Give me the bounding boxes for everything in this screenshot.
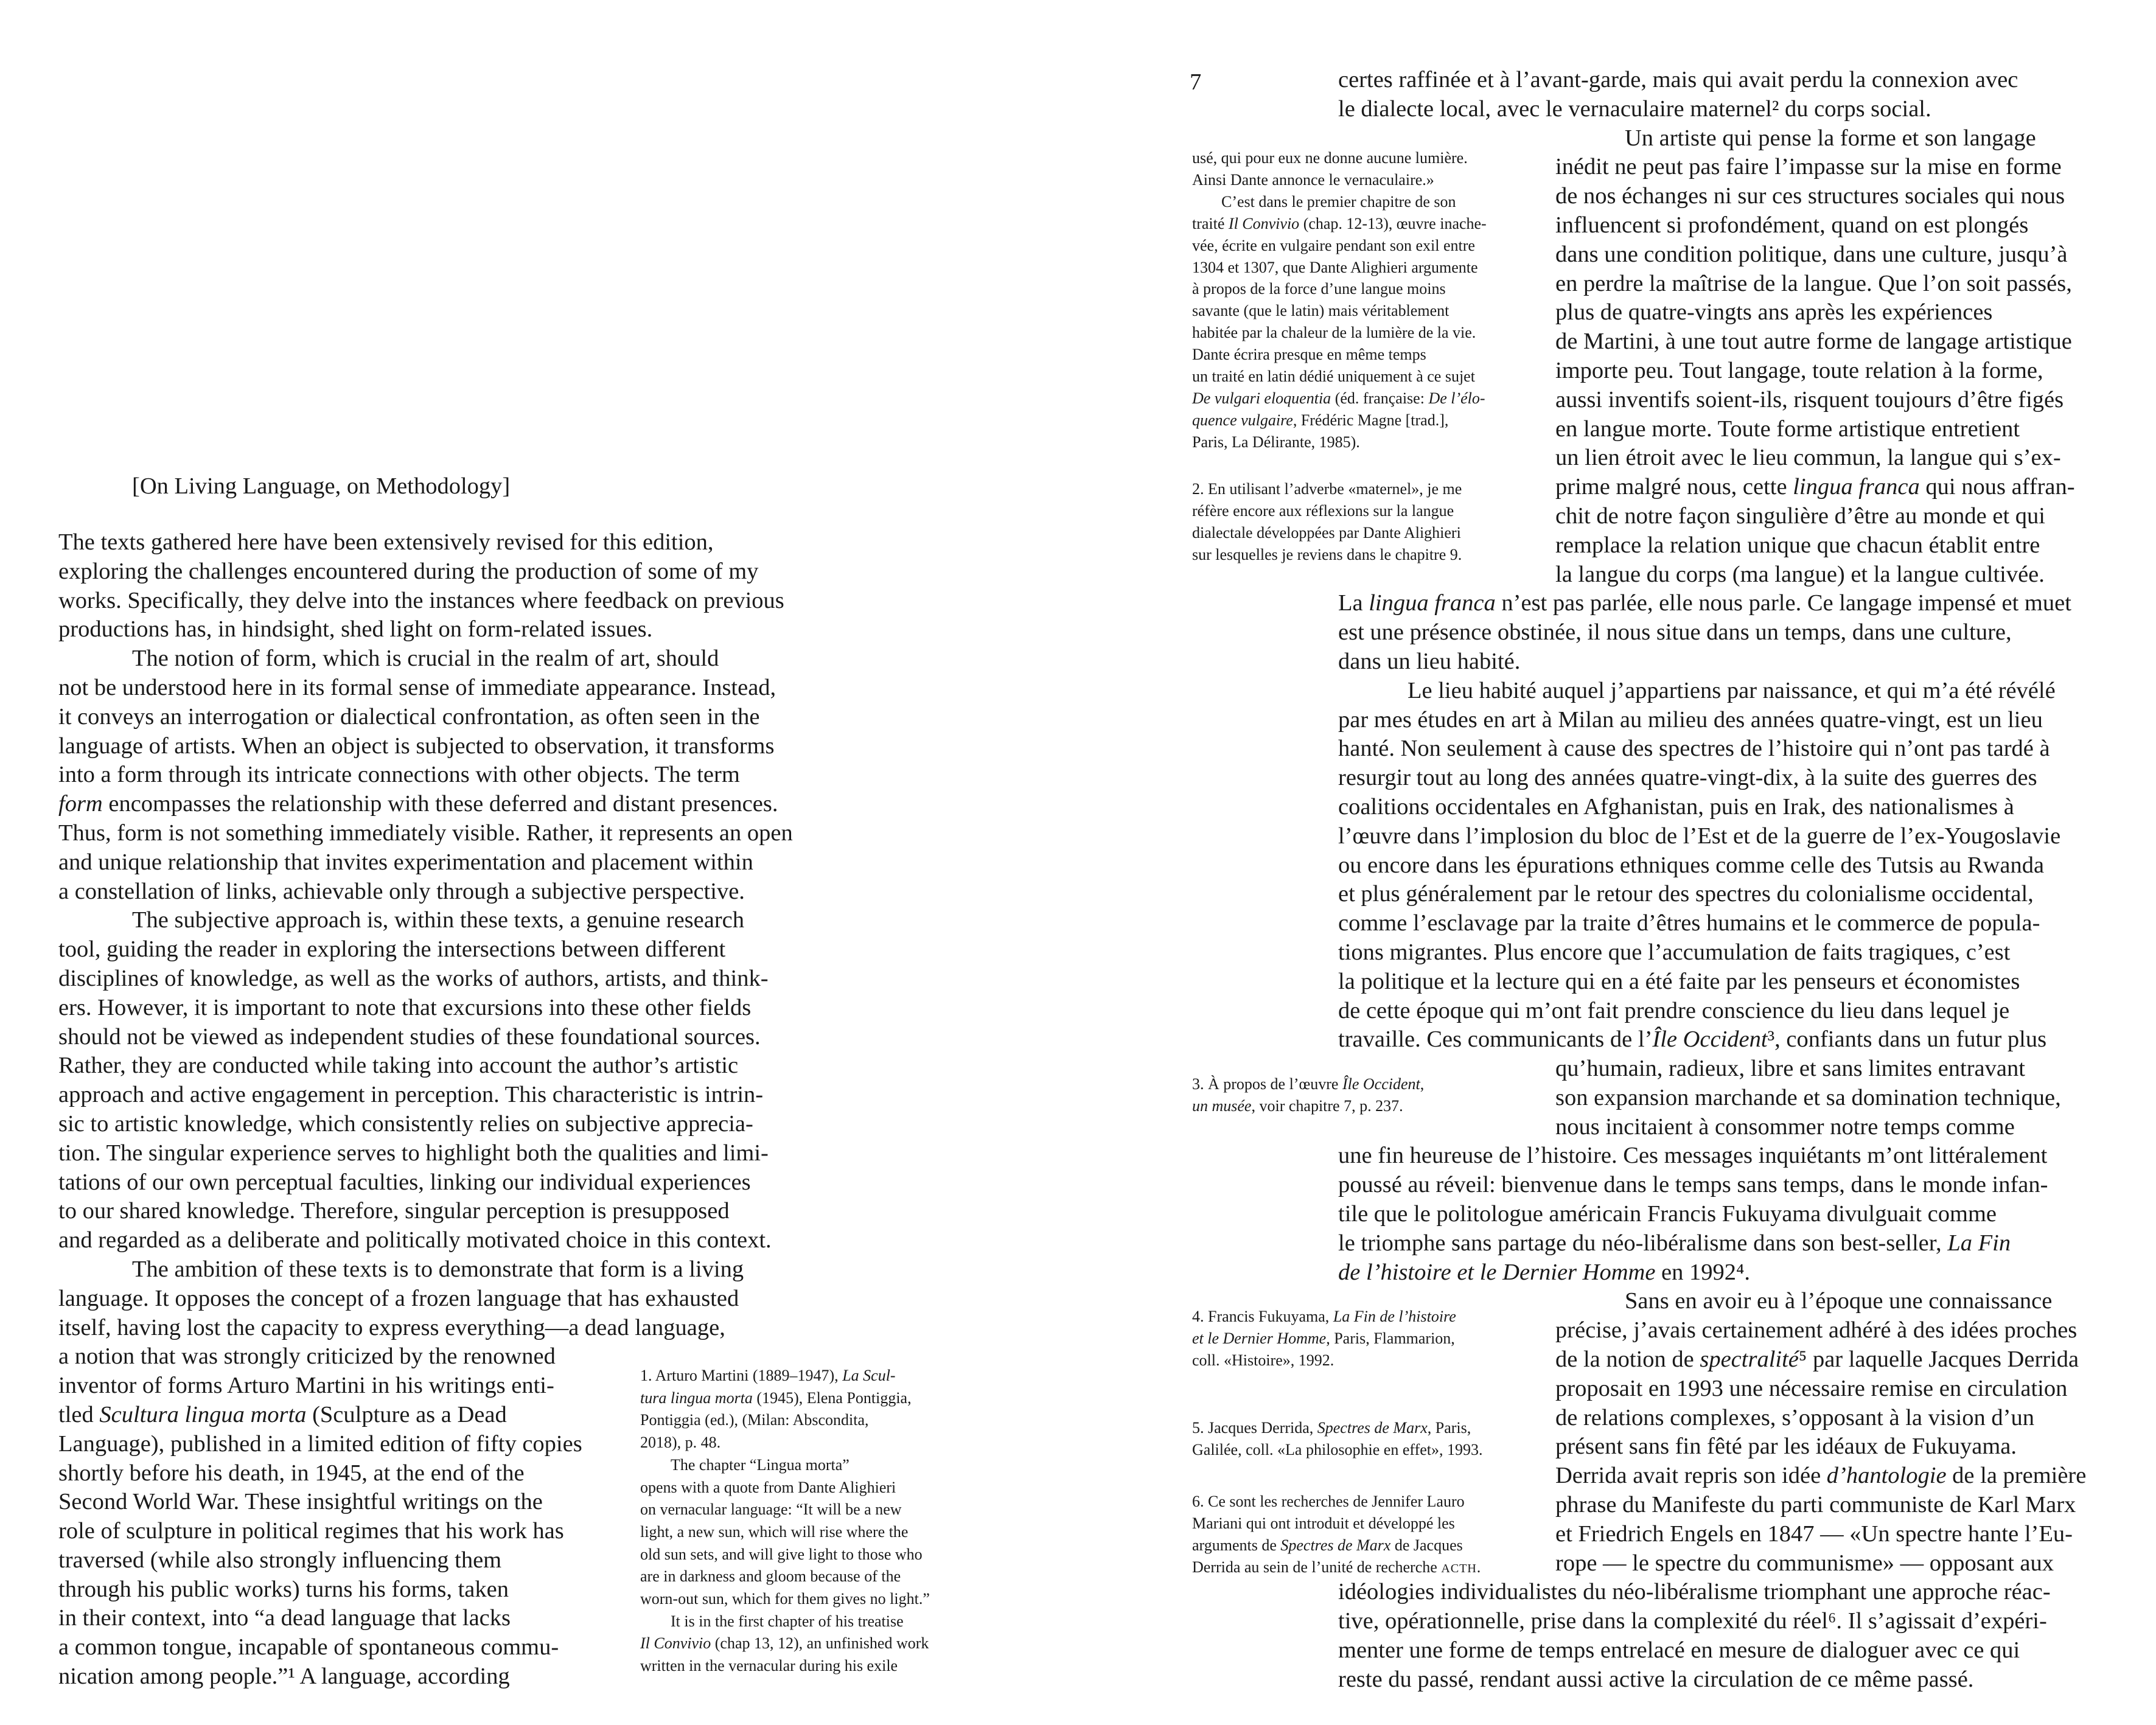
text-line: Paris, La Délirante, 1985). — [1192, 433, 1360, 451]
italic-text: de l’histoire et le Dernier Homme — [1338, 1259, 1656, 1285]
text-line — [58, 790, 793, 819]
text-line — [1338, 589, 2071, 618]
text-line: light, a new sun, which will rise where the — [640, 1522, 909, 1541]
text-line — [1192, 1417, 1483, 1439]
italic-text: Spectres de Marx — [1280, 1536, 1391, 1554]
text-line: proposait en 1993 une nécessaire remise en circulation — [1555, 1375, 2068, 1401]
text-line: Sans en avoir eu à l’époque une connaissance — [1625, 1288, 2053, 1314]
text-line — [1338, 1229, 2071, 1258]
text-line: sur lesquelles je reviens dans le chapitre 9. — [1192, 546, 1462, 563]
text-run: tled — [58, 1401, 100, 1427]
footnote-4 — [1192, 1306, 1456, 1371]
footnote-6 — [1192, 1491, 1481, 1580]
text-run: de la notion de — [1555, 1347, 1700, 1373]
text-line — [1192, 213, 1487, 235]
text-line: remplace la relation unique que chacun établit entre — [1555, 532, 2040, 558]
text-line — [1192, 1328, 1456, 1350]
text-line: tations of our own perceptual faculties, linking our individual experiences — [58, 1169, 751, 1195]
text-line: works. Specifically, they delve into the instances where feedback on previous — [58, 587, 784, 613]
text-line: language. It opposes the concept of a frozen language that has exhausted — [58, 1285, 739, 1311]
text-line: sic to artistic knowledge, which consistently relies on subjective apprecia- — [58, 1110, 753, 1137]
text-line: into a form through its intricate connections with other objects. The term — [58, 762, 740, 788]
text-line: en perdre la maîtrise de la langue. Que l’on soit passés, — [1555, 270, 2072, 296]
text-run: n’est pas parlée, elle nous parle. Ce langage impensé et muet — [1495, 590, 2071, 616]
text-line: a notion that was strongly criticized by the renowned — [58, 1343, 556, 1370]
text-line: Pontiggia (ed.), (Milan: Abscondita, — [640, 1411, 869, 1429]
text-line: aussi inventifs soient-ils, risquent toujours d’être figés — [1555, 386, 2064, 413]
text-line: C’est dans le premier chapitre de son — [1221, 192, 1456, 211]
text-line: Ainsi Dante annonce le vernaculaire.» — [1192, 170, 1434, 189]
text-line: Galilée, coll. «La philosophie en effet», 1993. — [1192, 1441, 1483, 1458]
text-line: coalitions occidentales en Afghanistan, puis en Irak, des nationalismes à — [1338, 793, 2014, 820]
text-line: Le lieu habité auquel j’appartiens par naissance, et qui m’a été révélé — [1408, 677, 2056, 703]
text-line — [1192, 1073, 1424, 1095]
text-line: not be understood here in its formal sense of immediate appearance. Instead, — [58, 674, 776, 700]
italic-text: un musée — [1192, 1097, 1252, 1115]
text-run: , Paris, — [1427, 1419, 1471, 1437]
text-line: par mes études en art à Milan au milieu des années quatre-vingt, est un lieu — [1338, 706, 2043, 733]
italic-text: lingua franca — [1369, 590, 1496, 616]
text-run: 1. Arturo Martini (1889–1947), — [640, 1367, 843, 1384]
italic-text: Il Convivio — [1228, 214, 1300, 232]
text-line: rope — le spectre du communisme» — opposant aux — [1555, 1550, 2054, 1576]
text-line: poussé au réveil: bienvenue dans le temps sans temps, dans le monde infan- — [1338, 1172, 2048, 1198]
text-line: importe peu. Tout langage, toute relation à la forme, — [1555, 357, 2043, 383]
text-line: itself, having lost the capacity to express everything—a dead language, — [58, 1314, 725, 1340]
text-line: approach and active engagement in perception. This characteristic is intrin- — [58, 1082, 764, 1108]
italic-text: Il Convivio — [640, 1634, 711, 1653]
text-line: influencent si profondément, quand on est plongés — [1555, 212, 2029, 238]
text-line: en langue morte. Toute forme artistique entretient — [1555, 416, 2020, 442]
text-line: précise, j’avais certainement adhéré à des idées proches — [1555, 1317, 2078, 1343]
text-line: nication among people.”¹ A language, according — [58, 1664, 510, 1690]
text-line: to our shared knowledge. Therefore, singular perception is presupposed — [58, 1198, 730, 1224]
text-line — [640, 1633, 930, 1655]
italic-text: et le Dernier Homme — [1192, 1329, 1327, 1347]
text-line — [640, 1365, 930, 1387]
italic-text: La Scul- — [842, 1367, 896, 1384]
text-line: The chapter “Lingua morta” — [671, 1455, 849, 1474]
text-line: un lien étroit avec le lieu commun, la langue qui s’ex- — [1555, 445, 2061, 471]
text-line: tool, guiding the reader in exploring the intersections between different — [58, 936, 726, 963]
text-line: à propos de la force d’une langue moins — [1192, 280, 1446, 298]
text-run: (chap 13, 12), an unfinished work — [711, 1634, 929, 1653]
text-line: tions migrantes. Plus encore que l’accumulation de faits tragiques, c’est — [1338, 939, 2011, 965]
text-line: should not be viewed as independent studies of these foundational sources. — [58, 1023, 761, 1050]
text-line: traversed (while also strongly influencing them — [58, 1547, 502, 1573]
text-run: 3. À propos de l’œuvre — [1192, 1075, 1342, 1093]
text-line — [1192, 1095, 1424, 1117]
text-line: son expansion marchande et sa domination technique, — [1555, 1084, 2061, 1110]
text-line: ou encore dans les épurations ethniques comme celle des Tutsis au Rwanda — [1338, 852, 2045, 878]
italic-text: tura lingua morta — [640, 1389, 753, 1407]
text-line: la politique et la lecture qui en a été faite par les penseurs et économistes — [1338, 968, 2020, 994]
text-run: , Paris, Flammarion, — [1326, 1329, 1455, 1347]
text-run: de Jacques — [1390, 1536, 1463, 1554]
text-line: réfère encore aux réflexions sur la langue — [1192, 502, 1454, 520]
text-line: l’œuvre dans l’implosion du bloc de l’Est et de la guerre de l’ex-Yougoslavie — [1338, 823, 2061, 849]
text-line — [1192, 409, 1487, 431]
text-run: (chap. 12-13), œuvre inache- — [1299, 214, 1487, 232]
text-line: in their context, into “a dead language that lacks — [58, 1605, 511, 1631]
footnote-1 — [640, 1365, 930, 1678]
text-line: exploring the challenges encountered during the production of some of my — [58, 558, 759, 584]
text-line — [1338, 1025, 2071, 1054]
text-line: dans un lieu habité. — [1338, 648, 1521, 674]
text-line: a constellation of links, achievable only through a subjective perspective. — [58, 878, 745, 904]
italic-text: d’hantologie — [1826, 1463, 1947, 1489]
text-line: and regarded as a deliberate and politically motivated choice in this context. — [58, 1227, 772, 1253]
text-line: dans une condition politique, dans une culture, jusqu’à — [1555, 241, 2068, 267]
footnote-5 — [1192, 1417, 1483, 1461]
text-run: , — [1420, 1075, 1425, 1093]
small-caps-text: ACTH — [1441, 1562, 1477, 1575]
text-line: chit de notre façon singulière d’être au monde et qui — [1555, 503, 2045, 529]
italic-text: Île Occident — [1342, 1075, 1420, 1093]
text-line: it conveys an interrogation or dialectical confrontation, as often seen in the — [58, 703, 760, 730]
text-line: and unique relationship that invites experimentation and placement within — [58, 849, 753, 875]
text-line — [1192, 1556, 1481, 1580]
text-line: nous incitaient à consommer notre temps comme — [1555, 1113, 2015, 1140]
text-line: dialectale développées par Dante Alighieri — [1192, 524, 1461, 542]
text-line: It is in the first chapter of his treatise — [671, 1612, 904, 1630]
text-line: The subjective approach is, within these texts, a genuine research — [132, 907, 744, 933]
text-line: 2. En utilisant l’adverbe «maternel», je me — [1192, 480, 1462, 498]
text-line: shortly before his death, in 1945, at the end of the — [58, 1460, 525, 1486]
text-line: et plus généralement par le retour des spectres du colonialisme occidental, — [1338, 881, 2034, 907]
text-line: a common tongue, incapable of spontaneous commu- — [58, 1634, 559, 1661]
text-line: resurgir tout au long des années quatre-vingt-dix, à la suite des guerres des — [1338, 765, 2037, 791]
text-line: vée, écrite en vulgaire pendant son exil entre — [1192, 236, 1475, 254]
italic-text: lingua franca — [1793, 474, 1920, 500]
footnote-3 — [1192, 1073, 1424, 1117]
text-run: ⁵ par laquelle Jacques Derrida — [1798, 1347, 2079, 1373]
text-run: encompasses the relationship with these deferred and distant presences. — [102, 791, 778, 817]
text-run: Derrida avait repris son idée — [1555, 1463, 1827, 1489]
text-line: coll. «Histoire», 1992. — [1192, 1351, 1334, 1369]
text-line: phrase du Manifeste du parti communiste de Karl Marx — [1555, 1492, 2076, 1518]
text-line — [1555, 1462, 2156, 1491]
text-line: plus de quatre-vingts ans après les expériences — [1555, 299, 1993, 326]
text-line: disciplines of knowledge, as well as the works of authors, artists, and think- — [58, 965, 769, 991]
text-line: The ambition of these texts is to demonstrate that form is a living — [132, 1256, 744, 1282]
text-line: Mariani qui ont introduit et développé les — [1192, 1514, 1455, 1532]
text-line: tion. The singular experience serves to highlight both the qualities and limi- — [58, 1140, 769, 1166]
italic-text: Île Occident — [1652, 1026, 1768, 1053]
text-line — [1192, 1535, 1481, 1556]
italic-text: La Fin de l’histoire — [1333, 1308, 1456, 1325]
footnote-2 — [1192, 478, 1462, 566]
text-line: le dialecte local, avec le vernaculaire maternel² du corps social. — [1338, 96, 1931, 122]
text-run: en 1992⁴. — [1655, 1259, 1751, 1285]
text-line — [1555, 1345, 2156, 1375]
text-line: role of sculpture in political regimes that his work has — [58, 1518, 564, 1544]
text-line: through his public works) turns his forms, taken — [58, 1576, 509, 1602]
italic-text: spectralité — [1700, 1347, 1799, 1373]
text-line: idéologies individualistes du néo-libéralisme triomphant une approche réac- — [1338, 1579, 2051, 1605]
italic-text: Scultura lingua morta — [99, 1401, 307, 1427]
text-run: travaille. Ces communicants de l’ — [1338, 1026, 1653, 1053]
italic-text: quence vulgaire — [1192, 411, 1293, 429]
text-line: on vernacular language: “It will be a new — [640, 1500, 902, 1519]
text-run: prime malgré nous, cette — [1555, 474, 1793, 500]
text-line: 2018), p. 48. — [640, 1434, 721, 1452]
text-line — [1192, 1306, 1456, 1328]
text-run: (éd. française: — [1331, 389, 1429, 407]
section-title: [On Living Language, on Methodology] — [132, 473, 511, 499]
text-line: est une présence obstinée, il nous situe dans un temps, dans une culture, — [1338, 619, 2012, 646]
text-line: Second World War. These insightful writings on the — [58, 1489, 543, 1515]
italic-text: De vulgari eloquentia — [1192, 389, 1331, 407]
page-number: 7 — [1190, 69, 1202, 95]
italic-text: De l’élo- — [1428, 389, 1485, 407]
text-run: le triomphe sans partage du néo-libéralisme dans son best-seller, — [1338, 1230, 1948, 1256]
text-line — [1555, 473, 2156, 502]
text-run: (1945), Elena Pontiggia, — [752, 1389, 912, 1407]
text-line: Thus, form is not something immediately visible. Rather, it represents an open — [58, 820, 793, 846]
text-line: language of artists. When an object is subjected to observation, it transforms — [58, 733, 775, 759]
text-run: ³, confiants dans un futur plus — [1767, 1026, 2047, 1053]
text-line: inédit ne peut pas faire l’impasse sur la mise en forme — [1555, 154, 2062, 180]
text-run: 4. Francis Fukuyama, — [1192, 1308, 1333, 1325]
text-line: old sun sets, and will give light to those who — [640, 1545, 923, 1563]
text-line: un traité en latin dédié uniquement à ce sujet — [1192, 368, 1475, 386]
text-line: de cette époque qui m’ont fait prendre conscience du lieu dans lequel je — [1338, 997, 2010, 1023]
text-line: et Friedrich Engels en 1847 — «Un spectre hante l’Eu- — [1555, 1521, 2073, 1547]
text-run: arguments de — [1192, 1536, 1281, 1554]
text-line: Rather, they are conducted while taking into account the author’s artistic — [58, 1053, 739, 1079]
text-run: traité — [1192, 214, 1229, 232]
text-run: (Sculpture as a Dead — [306, 1401, 507, 1427]
text-line: de Martini, à une tout autre forme de langage artistique — [1555, 329, 2072, 355]
text-line: habitée par la chaleur de la lumière de la vie. — [1192, 324, 1476, 342]
italic-text: form — [58, 791, 103, 817]
text-line: présent sans fin fêté par les idéaux de Fukuyama. — [1555, 1434, 2017, 1460]
text-line: Language), published in a limited edition of fifty copies — [58, 1431, 582, 1457]
text-line — [1192, 388, 1487, 409]
footnote-1-continued — [1192, 147, 1487, 453]
text-line: 6. Ce sont les recherches de Jennifer Lauro — [1192, 1493, 1465, 1510]
text-line: comme l’esclavage par la traite d’êtres humains et le commerce de popula- — [1338, 910, 2040, 936]
text-line: The notion of form, which is crucial in the realm of art, should — [132, 646, 719, 672]
text-line: hanté. Non seulement à cause des spectres de l’histoire qui n’ont pas tardé à — [1338, 736, 2050, 762]
text-line: tile que le politologue américain Francis Fukuyama divulguait comme — [1338, 1201, 1997, 1227]
text-line: certes raffinée et à l’avant-garde, mais qui avait perdu la connexion avec — [1338, 67, 2018, 92]
text-line: ers. However, it is important to note that excursions into these other fields — [58, 994, 752, 1020]
text-line: are in darkness and gloom because of the — [640, 1567, 901, 1586]
text-run: . — [1476, 1558, 1481, 1576]
text-run: 5. Jacques Derrida, — [1192, 1419, 1317, 1437]
text-line: une fin heureuse de l’histoire. Ces messages inquiétants m’ont littéralement — [1338, 1143, 2048, 1169]
text-run: , voir chapitre 7, p. 237. — [1251, 1097, 1403, 1115]
text-run: Derrida au sein de l’unité de recherche — [1192, 1558, 1442, 1576]
text-line: Un artiste qui pense la forme et son langage — [1625, 125, 2036, 151]
text-line: de nos échanges ni sur ces structures sociales qui nous — [1555, 183, 2065, 209]
italic-text: Spectres de Marx — [1317, 1419, 1428, 1437]
text-line: usé, qui pour eux ne donne aucune lumière. — [1192, 149, 1468, 167]
text-line: 1304 et 1307, que Dante Alighieri argumente — [1192, 258, 1478, 276]
text-line: Dante écrira presque en même temps — [1192, 346, 1426, 364]
text-line: qu’humain, radieux, libre et sans limites entravant — [1555, 1056, 2025, 1082]
text-line: written in the vernacular during his exile — [640, 1657, 898, 1675]
text-line: tive, opérationnelle, prise dans la complexité du réel⁶. Il s’agissait d’expéri- — [1338, 1608, 2047, 1634]
text-line: opens with a quote from Dante Alighieri — [640, 1478, 896, 1496]
text-run: , Frédéric Magne [trad.], — [1293, 411, 1449, 429]
text-line — [1338, 1258, 2071, 1288]
text-line: de relations complexes, s’opposant à la vision d’un — [1555, 1404, 2034, 1431]
text-line: savante (que le latin) mais véritablement — [1192, 302, 1450, 320]
text-line: worn-out sun, which for them gives no light.” — [640, 1590, 930, 1608]
text-line: la langue du corps (ma langue) et la langue cultivée. — [1555, 561, 2045, 587]
text-line: productions has, in hindsight, shed light on form-related issues. — [58, 616, 653, 643]
italic-text: La Fin — [1947, 1230, 2011, 1256]
text-run: qui nous affran- — [1919, 474, 2075, 500]
text-run: La — [1338, 590, 1369, 616]
text-line: The texts gathered here have been extensively revised for this edition, — [58, 529, 714, 555]
text-line: reste du passé, rendant aussi active la circulation de ce même passé. — [1338, 1666, 1974, 1692]
text-line: inventor of forms Arturo Martini in his writings enti- — [58, 1373, 554, 1399]
text-line — [640, 1387, 930, 1410]
text-line: menter une forme de temps entrelacé en mesure de dialoguer avec ce qui — [1338, 1637, 2020, 1664]
text-run: de la première — [1946, 1463, 2087, 1489]
